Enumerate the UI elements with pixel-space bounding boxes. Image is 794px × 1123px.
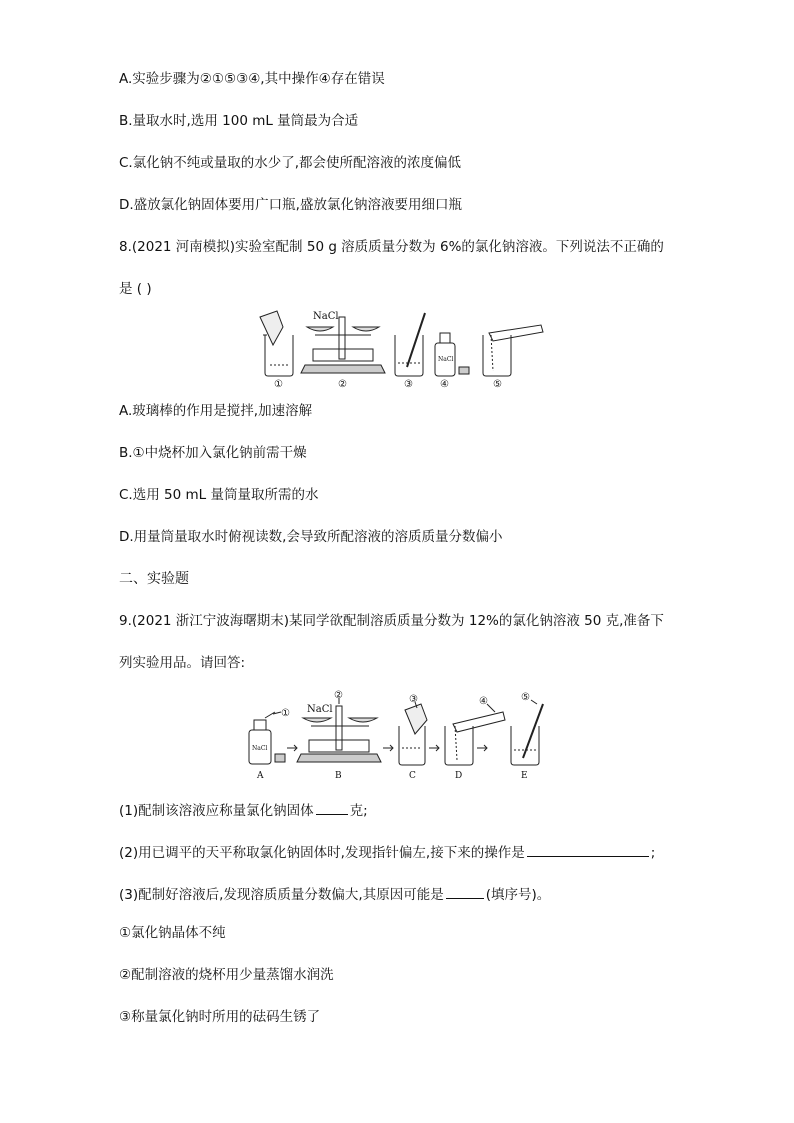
- panel-label: A: [257, 771, 264, 780]
- option-7d: D.盛放氯化钠固体要用广口瓶,盛放氯化钠溶液要用细口瓶: [119, 197, 462, 213]
- nacl-label: NaCl: [307, 704, 333, 715]
- figure-9-procedure: [245, 690, 555, 780]
- step-label: ①: [274, 379, 283, 390]
- question-9-part-3: [119, 884, 550, 904]
- nacl-label: NaCl: [313, 311, 339, 322]
- option-8d: D.用量筒量取水时俯视读数,会导致所配溶液的溶质质量分数偏小: [119, 529, 503, 545]
- option-7a: A.实验步骤为②①⑤③④,其中操作④存在错误: [119, 71, 385, 87]
- question-8-stem-cont: 是 ( ): [119, 281, 152, 297]
- part-2-end: ;: [650, 845, 656, 861]
- part-3-text: (3)配制好溶液后,发现溶质质量分数偏大,其原因可能是: [119, 887, 444, 903]
- panel-label: C: [409, 771, 416, 780]
- answer-blank[interactable]: [316, 800, 348, 815]
- callout-label: ⑤: [521, 692, 530, 703]
- part-2-text: (2)用已调平的天平称取氯化钠固体时,发现指针偏左,接下来的操作是: [119, 845, 525, 861]
- section-heading: 二、实验题: [119, 571, 189, 587]
- callout-label: ①: [281, 708, 290, 719]
- callout-label: ③: [409, 694, 418, 705]
- part-3-end: (填序号)。: [485, 887, 551, 903]
- step-label: ⑤: [493, 379, 502, 390]
- question-9-stem-cont: 列实验用品。请回答:: [119, 655, 246, 671]
- question-9-stem: 9.(2021 浙江宁波海曙期末)某同学欲配制溶质质量分数为 12%的氯化钠溶液 50 克,准备下: [119, 613, 664, 629]
- bottle-label: NaCl: [438, 356, 454, 363]
- choice-1: ①氯化钠晶体不纯: [119, 925, 226, 941]
- option-8a: A.玻璃棒的作用是搅拌,加速溶解: [119, 403, 313, 419]
- answer-blank[interactable]: [446, 884, 484, 899]
- part-1-text: (1)配制该溶液应称量氯化钠固体: [119, 803, 314, 819]
- step-label: ④: [440, 379, 449, 390]
- choice-3: ③称量氯化钠时所用的砝码生锈了: [119, 1009, 321, 1025]
- panel-label: E: [521, 771, 528, 780]
- option-8c: C.选用 50 mL 量筒量取所需的水: [119, 487, 319, 503]
- question-8-stem: 8.(2021 河南模拟)实验室配制 50 g 溶质质量分数为 6%的氯化钠溶液。下列说法不正确的: [119, 239, 664, 255]
- callout-label: ②: [334, 690, 343, 701]
- choice-2: ②配制溶液的烧杯用少量蒸馏水润洗: [119, 967, 334, 983]
- figure-8-solution-prep: [255, 305, 545, 390]
- panel-label: D: [455, 771, 463, 780]
- callout-label: ④: [479, 696, 488, 707]
- question-9-part-1: [119, 800, 368, 820]
- bottle-label: NaCl: [252, 745, 268, 752]
- question-9-part-2: [119, 842, 655, 862]
- step-label: ②: [338, 379, 347, 390]
- option-7b: B.量取水时,选用 100 mL 量筒最为合适: [119, 113, 359, 129]
- part-1-unit: 克;: [349, 803, 368, 819]
- option-7c: C.氯化钠不纯或量取的水少了,都会使所配溶液的浓度偏低: [119, 155, 462, 171]
- panel-label: B: [335, 771, 342, 780]
- answer-blank[interactable]: [527, 842, 649, 857]
- option-8b: B.①中烧杯加入氯化钠前需干燥: [119, 445, 307, 461]
- step-label: ③: [404, 379, 413, 390]
